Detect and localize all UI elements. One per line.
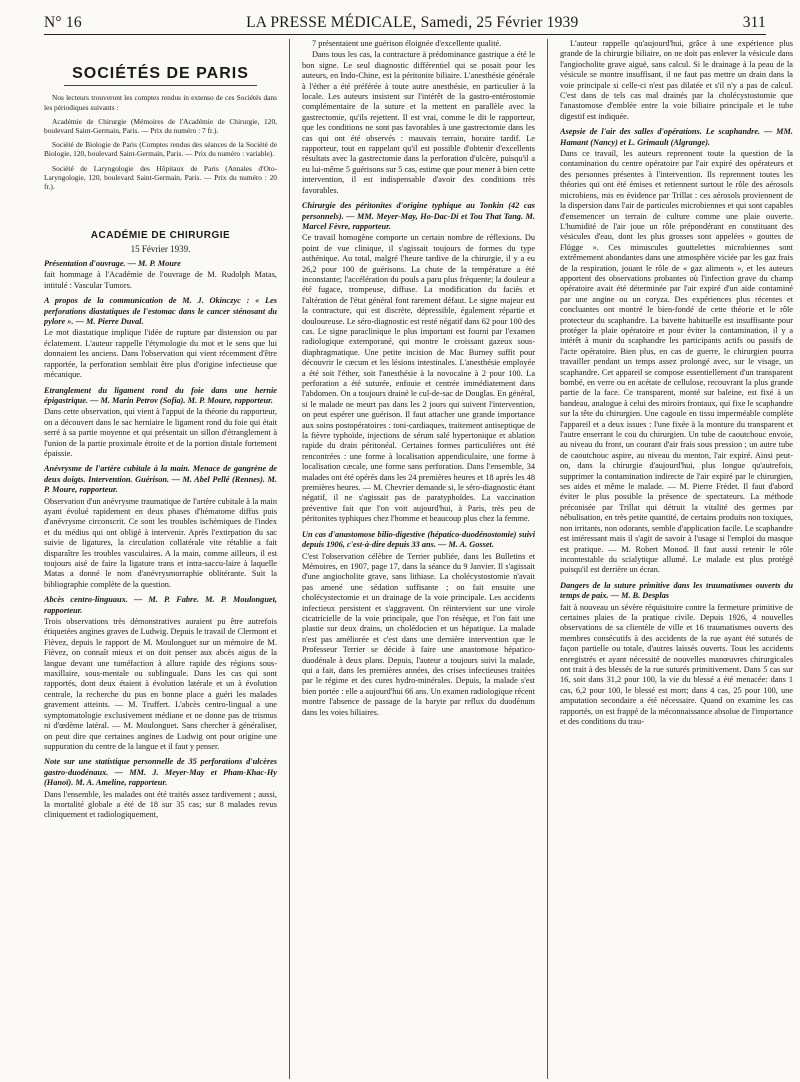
article-heading: Anévrysme de l'artère cubitale à la main. Menace de gangrène de deux doigts. Intervention. Guérison. — M. Abel Pellé (Rennes). M. P. Moure, rapporteur.	[44, 464, 277, 495]
column-rule	[289, 39, 290, 1079]
columns	[44, 39, 793, 1079]
article-body: Le mot diastatique implique l'idée de rupture par distension ou par éclatement. L'auteur rappelle l'étymologie du mot et le sens que lui donnaient les anciens. Dans l'observation qui vient récemment d'être rapportée, la perforation semblait être plus d'origine infectieuse que mécanique.	[44, 328, 277, 380]
article-body: fait hommage à l'Académie de l'ouvrage de M. Rudolph Matas, intitulé : Vascular Tumors.	[44, 270, 277, 290]
page-number: 311	[742, 14, 766, 31]
article-heading: Note sur une statistique personnelle de 35 perforations d'ulcères gastro-duodénaux. — MM. J. Meyer-May et Pham-Khac-Hy (Hanoï). M. A. Ameline, rapporteur.	[44, 757, 277, 788]
article-body: Trois observations très démonstratives auraient pu être autrefois étiquetées angines graves de Ludwig. Depuis le travail de Clermont et Fièvez, depuis le rapport de M. Moulonguet sur un mémoire de M. Fièvez, on connaît mieux et on doit penser aux abcès aigus de la langue devant une tuméfaction à allure rapide des régions sous-maxillaire, sous-mentale ou sublinguale. Dans les cas qui sont rapportés, dont deux étaient à évolution latérale et un à évolution centrale, la recherche du pus en bonne place a guéri les malades gravement atteints. — M. Truffert. L'abcès centro-lingual a une symptomatologie exclusivement médiane et ne donne pas de trismus ni d'œdème latéral. — M. Moulonguet. Sans chercher à généraliser, on peut dire que certaines angines de Ludwig ont pour origine une suppuration du centre de la langue et il faut y penser.	[44, 617, 277, 751]
article-heading: Etranglement du ligament rond du foie dans une hernie épigastrique. — M. Marin Petrov (Sofia). M. P. Moure, rapporteur.	[44, 385, 277, 405]
article-heading: Asepsie de l'air des salles d'opérations. Le scaphandre. — MM. Hamant (Nancy) et L. Grimault (Algrange).	[560, 127, 793, 147]
article-body: Dans ce travail, les auteurs reprennent toute la question de la contamination du centre opératoire par l'air expiré des opérateurs et des personnes présentes à l'intervention. Ils reprennent toutes les théories qui ont été émises et retiennent surtout le rôle des aérosols microbiens, mis en évidence par Trillat : ces aérosols proviennent de la dispersion dans l'air de particules microbiennes et qui sont capables d'ensemencer un terrain de culture comme une plaie ouverte. L'humidité de l'air joue un rôle prépondérant en constituant des vésicules d'eau, dont les plus grosses sont appelées « gouttes de Flügge ». Ces minuscules gouttelettes microbiennes sont extrêmement abondantes dans une atmosphère viciée par les gaz frais de la respiration, jouant le rôle de « gaz aliments », et les auteurs apportent des observations probantes où l'infection grave du champ opératoire avait été déterminée par l'air expiré d'un aide contaminé par une angine ou un coryza. Des expériences plus récentes et concluantes ont montré le bien-fondé de cette théorie et le rôle protecteur du scaphandre. La bavette habituelle est insuffisante pour protéger la plaie opératoire et pour éviter la contamination, il y a intérêt à munir du scaphandre les participants actifs ou passifs de l'acte opératoire. Bien plus, en cas de guerre, le chirurgien pourra travailler pendant un temps assez prolongé avec, sur le visage, un scaphandre. Cet appareil se compose essentiellement d'un transparent bombé, en verre ou en acétate de cellulose, recouvrant la plus grande partie de la face. Ce transparent, monté sur baleine, est fixé à un bandeau, analogue à celui des miroirs frontaux, qui fixe le scaphandre sur la tête du chirurgien. Une cagoule en tissu imperméable complète l'appareil et a deux issues : l'une fixée à la monture du transparent et l'autre enserrant le cou du chirurgien. Un tube de caoutchouc envoie, au niveau du front, un courant d'air frais sous pression ; un autre tube de caoutchouc aspire, au niveau du menton, l'air expiré. Ainsi peut-on, dans la chirurgie d'aujourd'hui, plus longue qu'autrefois, supprimer la contamination indirecte de l'air expiré par le chirurgien, ses aides et même le malade. — M. Pierre Frédet. Il faut d'abord éviter le plus possible la présence de spectateurs. La méthode préconisée par Trillat qui détruit la vitalité des germes par nébulisation, en très petite quantité, de certains produits non toxiques, non irritants, non odorants, semble d'application facile. Le scaphandre est intéressant mais il s'agit de savoir à l'usage si l'emploi du masque est pratique. — M. Robert Monod. Il faut aussi retenir le rôle incontestable du scialytique allumé. Le malade est plus protégé puisqu'il est derrière un écran.	[560, 149, 793, 575]
article-heading: Chirurgie des péritonites d'origine typhique au Tonkin (42 cas personnels). — MM. Meyer-May, Ho-Dac-Di et Tou That Tang. M. Marcel Fèvre, rapporteur.	[302, 201, 535, 231]
article-body: Ce travail homogène comporte un certain nombre de réflexions. Du point de vue clinique, il s'agissait toujours de formes du type asthénique. Au total, malgré l'heure tardive de la chirurgie, il y a eu 26,2 pour 100 de guérisons. La chute de la température a été inconstante; l'accélération du pouls a paru plus fréquente; la douleur a été fugace, trompeuse, diffuse. La modification du faciès et l'altération de l'état général font rarement défaut. Le signe majeur est la contracture, qui est discrète, dépressible, également répartie et douloureuse. Le séro-diagnostic est resté négatif dans 62 pour 100 des cas. Le signe paraclinique le plus important est fourni par l'examen radiologique extemporané, qui montre le croissant gazeux sous-diaphragmatique. Une petite incision de Mac Burney suffit pour découvrir le cæcum et les lésions intestinales. L'anesthésie employée a été soit l'éther, soit l'anesthésie à la novocaïne à 2 pour 100. La perforation a été suturée, enfouie et centrée immédiatement dans l'abdomen. On a toujours drainé le cul-de-sac de Douglas. En général, si le malade ne meurt pas dans les 2 jours qui suivent l'intervention, on peut espérer une guérison. Il faut attacher une grande importance aux soins postopératoires : toni-cardiaques, traitement antiseptique de la fièvre typhoïde, injections de sérum salé hypertonique et ablation rapide du drain péritonéal. Certaines formes particulières ont été rencontrées : une forme à localisation appendiculaire, une forme à localisation cæcale, une forme sans perforation. Dans l'ensemble, 34 malades ont été opérés dans les 24 premières heures et 18 après les 48 premières heures. — M. Chevrier demande si, le séro-diagnostic étant négatif, il ne s'agissait pas de paratyphoïdes. La vaccination préventive fait que l'on voit aujourd'hui, à Paris, très peu de péritonites typhiques chez l'homme et beaucoup plus chez la femme.	[302, 233, 535, 524]
article-body: C'est l'observation célèbre de Terrier publiée, dans les Bulletins et Mémoires, en 1907, page 17, dans la séance du 9 Janvier. Il s'agissait d'une angiocholite grave, sans lithiase. La cholécystostomie n'avait pas amené une sédation suffisante ; on fait ensuite une cholécystectomie et un drainage de la voie principale. Les accidents infectieux persistent et s'aggravent. On réintervient sur une virole cicatricielle de la voie principale, que l'on résèque, et l'on fait une plastie sur deux drains, un cholédocien et un hépatique. La malade n'est pas améliorée et c'est dans une dernière intervention que le Professeur Terrier se décide à faire une anastomose hépatico-duodénale à deux plans. Depuis, l'auteur a toujours suivi la malade, qui a fait, dans les premières années, des crises infectieuses traitées par le régime et des cures hydro-minérales. Depuis, la malade s'est bien portée : elle a aujourd'hui 66 ans. Un examen radiologique récent montre l'absence de passage de la baryte par reflux du duodénum dans les voies biliaires.	[302, 551, 535, 717]
article-body: Dans cette observation, qui vient à l'appui de la théorie du rapporteur, on a découvert dans le sac herniaire le ligament rond du foie qui était serré à sa partie moyenne et qui présentait un sillon d'étranglement à l'union de la partie proximale étroite et de la portion distale fortement épaissie.	[44, 407, 277, 458]
article-body: fait à nouveau un sévère réquisitoire contre la fermeture primitive de certaines plaies de la pratique civile. Depuis 1926, 4 nouvelles observations de sa clientèle de ville et 16 traumatismes ouverts des membres consécutifs à des accidents de la rue ayant été suturés de façon partielle ou totale, d'autres laissés ouverts. Tous les accidents enregistrés et ayant nécessité de nouvelles manœuvres chirurgicales ont trait à des blessés de la rue suturés primitivement. Dans 5 cas sur 16, soit dans 31,2 pour 100, la vie du blessé a été menacée: dans 1 cas, 6,2 pour 100, le blessé est mort; dans 4 cas, 25 pour 100, une amputation secondaire a été nécessaire. Quand on examine les cas rapportés, on est frappé de la méconnaissance absolue de l'importance et des conditions du trau-	[560, 602, 793, 726]
article-heading: Dangers de la suture primitive dans les traumatismes ouverts du temps de paix. — M. B. Desplas	[560, 580, 793, 601]
article-body: Dans tous les cas, la contracture à prédominance gastrique a été le bon signe. Le seul diagnostic différentiel qui se posait pour les auteurs, en Indo-Chine, est la péritonite biliaire. L'anesthésie générale à l'éther a été préférée à toute autre anesthésie, en particulier à la locale. Les auteurs insistent sur l'intérêt de la gastro-entérostomie complémentaire de la suture et la mettent en parallèle avec la gastrectomie, qu'ils rejettent. Il est vrai, comme le dit le rapporteur, que les conditions ne sont pas favorables à une gastrectomie dans les cas qui ont été observés : mauvais terrain, horaire tardif. Le rapporteur, tout en rappelant qu'il est possible d'obtenir d'excellents résultats avec la gastrectomie dans la perforation d'ulcère, puisqu'il a eu lui-même 5 guérisons sur 5 cas, estime que pour mener à bien cette intervention, il est indispensable d'avoir des conditions très favorables.	[302, 50, 535, 195]
column-1	[44, 39, 277, 1079]
intro-paragraph: Société de Biologie de Paris (Comptes rendus des séances de la Société de Biologie, 120, boulevard Saint-Germain, Paris. — Prix du numéro : variable).	[44, 140, 277, 159]
column-rule	[547, 39, 548, 1079]
session-date: 15 Février 1939.	[130, 243, 191, 254]
academy-heading: ACADÉMIE DE CHIRURGIE	[90, 230, 231, 242]
article-heading: Un cas d'anastomose bilio-digestive (hépatico-duodénostomie) suivi depuis 1906, c'est-à-dire depuis 33 ans. — M. A. Gosset.	[302, 529, 535, 550]
page-header	[44, 14, 766, 35]
publication-title: LA PRESSE MÉDICALE, Samedi, 25 Février 1939	[246, 14, 579, 31]
intro-paragraph: Société de Laryngologie des Hôpitaux de Paris (Annales d'Oto-Laryngologie, 120, boulevard Saint-Germain, Paris. — Prix du numéro : 20 fr.).	[44, 163, 277, 192]
article-body: Dans l'ensemble, les malades ont été traités assez tardivement ; aussi, la mortalité globale a été de 18 sur 35 cas; sur 8 malades revus cliniquement et radiologiquement,	[44, 789, 277, 820]
divider	[64, 85, 257, 86]
article-body: L'auteur rappelle qu'aujourd'hui, grâce à une expérience plus grande de la chirurgie biliaire, on ne doit pas enlever la vésicule dans l'angiocholite grave aiguë, sans calcul. Si le drainage à la peau de la vésicule se montre insuffisant, il ne faut pas mettre un drain dans la voie principale si celle-ci n'est pas dilatée et s'il n'y a pas de calcul. C'est dans de tels cas mal drainés par la cholécystostomie que l'anastomose d'emblée entre la voie biliaire principale et le tube digestif est indiquée.	[560, 39, 793, 121]
intro-notes	[44, 93, 277, 191]
article-body: 7 présentaient une guérison éloignée d'excellente qualité.	[312, 39, 502, 48]
issue-number: N° 16	[44, 14, 82, 31]
section-title: SOCIÉTÉS DE PARIS	[72, 65, 249, 82]
intro-paragraph: Académie de Chirurgie (Mémoires de l'Académie de Chirurgie, 120, boulevard Saint-Germain, Paris. — Prix du numéro : 7 fr.).	[44, 116, 277, 136]
intro-paragraph: Nos lecteurs trouveront les comptes rendus in extenso de ces Sociétés dans les périodiques suivants :	[44, 93, 277, 112]
column-2	[302, 39, 535, 1079]
article-heading: Présentation d'ouvrage. — M. P. Moure	[44, 259, 181, 269]
article-body: Observation d'un anévrysme traumatique de l'artère cubitale à la main ayant évolué rapidement en deux phases d'hématome diffus puis d'anévrysme circonscrit. Ce sont les troubles ischémiques de l'index et du médius qui ont obligé à intervenir. Après l'extirpation du sac suivie de ligatures, la circulation collatérale vite rétablie a fait disparaître les troubles vasculaires. A la main, comme ailleurs, il est toujours aisé de faire la ligature trans et intra-saccu-laire à laquelle Matas a donné le nom d'anévrysmorraphie oblitérante. Suit la bibliographie complète de la question.	[44, 496, 277, 589]
article-heading: Abcès centro-linguaux. — M. P. Fabre. M. P. Moulonguet, rapporteur.	[44, 595, 277, 615]
article-heading: A propos de la communication de M. J. Okinczyc : « Les perforations diastatiques de l'estomac dans le cancer sténosant du pylore ». — M. Pierre Duval.	[44, 296, 277, 327]
column-3	[560, 39, 793, 1079]
